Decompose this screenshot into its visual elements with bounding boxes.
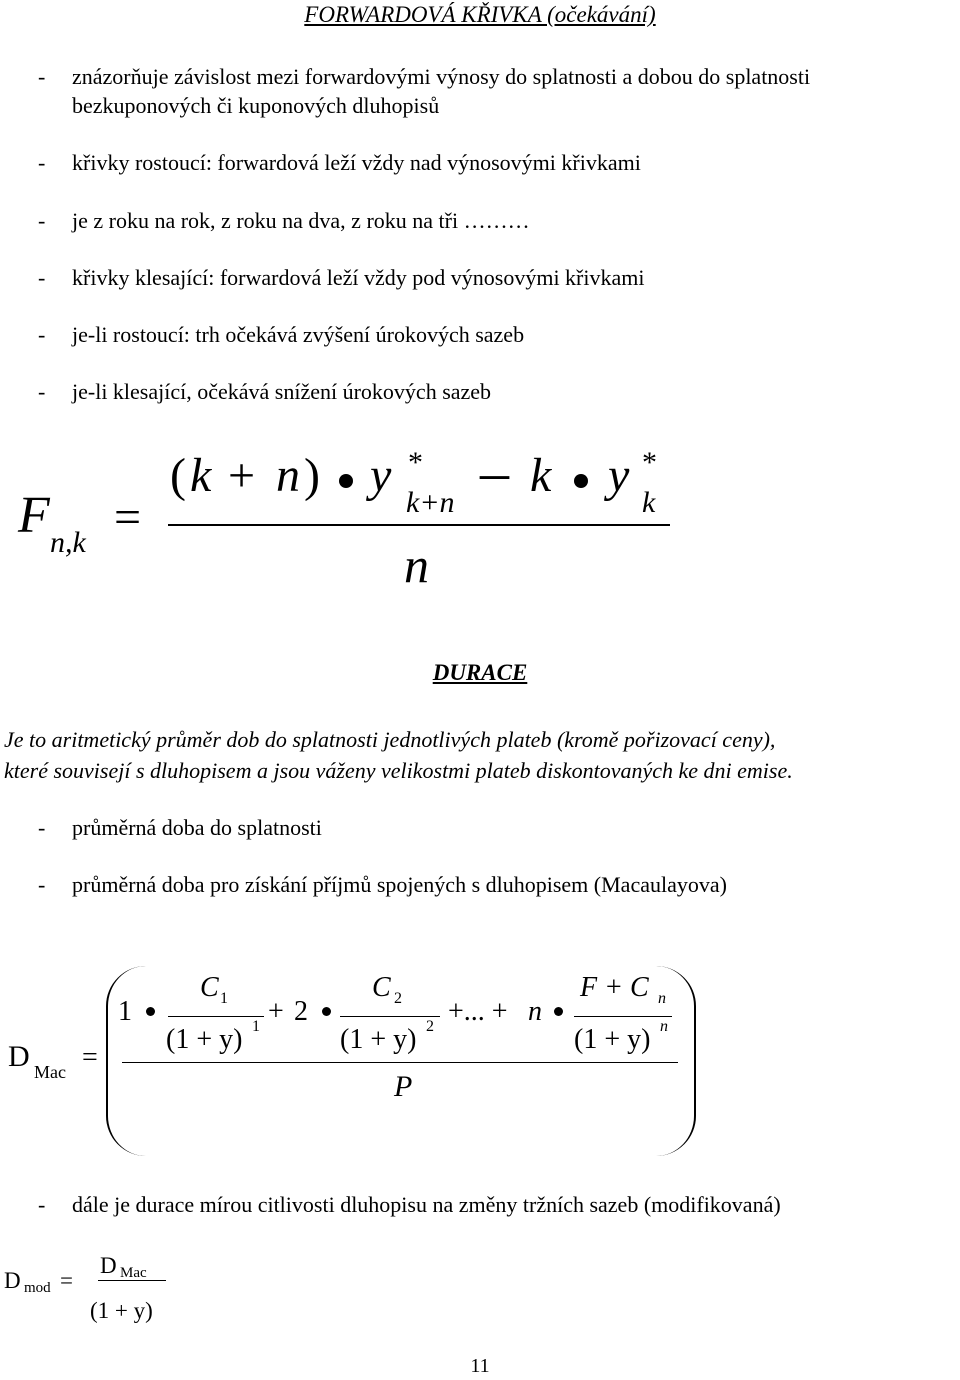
fraction-bar xyxy=(122,1062,678,1063)
mod-num: D xyxy=(100,1253,117,1278)
term1-bar xyxy=(168,1016,264,1017)
term1-num: C xyxy=(200,972,219,1003)
bullet-text: dále je durace mírou citlivosti dluhopisu na změny tržních sazeb (modifikovaná) xyxy=(72,1192,781,1217)
term2-num-sub: 2 xyxy=(394,990,402,1007)
formula-n: n xyxy=(276,449,300,502)
bullet-item xyxy=(38,322,524,348)
bullet-text-continuation: bezkuponových či kuponových dluhopisů xyxy=(72,93,440,118)
bullet-dash: - xyxy=(38,265,46,290)
bullet-text: průměrná doba pro získání příjmů spojených s dluhopisem (Macaulayova) xyxy=(72,872,727,897)
multiply-dot-icon xyxy=(146,1007,155,1016)
mod-num-sub: Mac xyxy=(120,1265,147,1281)
mac-D: D xyxy=(8,1040,30,1073)
term3-num: F + C xyxy=(580,972,649,1003)
formula-sub-nk: n,k xyxy=(50,526,86,559)
term1-den: (1 + y) xyxy=(166,1024,243,1055)
term3-den: (1 + y) xyxy=(574,1024,651,1055)
formula-y: y xyxy=(370,449,392,502)
plus-sign: + xyxy=(268,996,284,1027)
bullet-text: křivky klesající: forwardová leží vždy pod výnosovými křivkami xyxy=(72,265,645,290)
term2-den: (1 + y) xyxy=(340,1024,417,1055)
term1-coef: 1 xyxy=(118,996,132,1027)
bullet-dash: - xyxy=(38,64,46,89)
mod-D-sub: mod xyxy=(24,1280,51,1296)
mac-D-sub: Mac xyxy=(34,1062,66,1082)
term3-den-exp: n xyxy=(660,1018,668,1035)
bullet-dash: - xyxy=(38,872,46,897)
term3-bar xyxy=(574,1016,672,1017)
bullet-dash: - xyxy=(38,322,46,347)
term2-coef: 2 xyxy=(294,996,308,1027)
term1-den-exp: 1 xyxy=(252,1018,260,1035)
bullet-item xyxy=(38,208,530,234)
mod-equals: = xyxy=(60,1268,73,1293)
formula-equals: = xyxy=(114,491,142,544)
page-title: FORWARDOVÁ KŘIVKA (očekávání) xyxy=(304,2,656,27)
formula-sub-k: k xyxy=(642,486,656,519)
term1-num-sub: 1 xyxy=(220,990,228,1007)
bullet-dash: - xyxy=(38,815,46,840)
term2-den-exp: 2 xyxy=(426,1018,434,1035)
bullet-item xyxy=(38,379,491,405)
bullet-text: je-li rostoucí: trh očekává zvýšení úrokových sazeb xyxy=(72,322,525,347)
formula-star2: * xyxy=(642,446,657,479)
bullet-text: křivky rostoucí: forwardová leží vždy nad výnosovými křivkami xyxy=(72,150,641,175)
mod-den: (1 + y) xyxy=(90,1298,153,1323)
formula-F: F xyxy=(18,487,50,544)
section-heading: DURACE xyxy=(432,660,528,685)
fraction-bar xyxy=(168,524,670,526)
formula-k: k xyxy=(190,449,212,502)
bullet-dash: - xyxy=(38,208,46,233)
term3-coef: n xyxy=(528,996,542,1027)
formula-denominator: n xyxy=(404,537,429,593)
bullet-text: znázorňuje závislost mezi forwardovými výnosy do splatnosti a dobou do splatnosti xyxy=(72,64,811,89)
formula-k2: k xyxy=(530,449,552,502)
bullet-item xyxy=(38,265,644,291)
formula-open-paren: ( xyxy=(170,449,186,502)
bullet-dash: - xyxy=(38,150,46,175)
multiply-dot-icon xyxy=(554,1007,563,1016)
mac-denominator: P xyxy=(394,1070,413,1103)
ellipsis-plus: +... + xyxy=(448,996,508,1027)
formula-star: * xyxy=(408,446,423,479)
formula-minus: – xyxy=(480,439,509,504)
multiply-dot-icon xyxy=(339,474,353,488)
fraction-bar xyxy=(98,1280,166,1281)
formula-y2: y xyxy=(608,449,630,502)
bullet-item xyxy=(38,1192,781,1218)
term2-num: C xyxy=(372,972,391,1003)
paragraph-line: Je to aritmetický průměr dob do splatnosti jednotlivých plateb (kromě pořizovací ceny), xyxy=(4,727,776,752)
multiply-dot-icon xyxy=(322,1007,331,1016)
paragraph-line: které souvisejí s dluhopisem a jsou váženy velikostmi plateb diskontovaných ke dni emise. xyxy=(4,758,793,783)
formula-plus: + xyxy=(228,449,256,502)
multiply-dot-icon xyxy=(574,474,588,488)
bullet-item xyxy=(38,815,322,841)
term3-num-sub: n xyxy=(658,990,666,1007)
term2-bar xyxy=(340,1016,440,1017)
bullet-dash: - xyxy=(38,1192,46,1217)
formula-close-paren: ) xyxy=(304,449,320,502)
bullet-item xyxy=(38,872,727,898)
bullet-dash: - xyxy=(38,379,46,404)
left-big-paren xyxy=(106,966,148,1156)
mac-equals: = xyxy=(82,1042,98,1073)
bullet-text: je z roku na rok, z roku na dva, z roku na tři ……… xyxy=(72,208,530,233)
formula-sub-kn: k+n xyxy=(406,486,455,519)
page-number: 11 xyxy=(470,1355,490,1377)
bullet-text: je-li klesající, očekává snížení úrokových sazeb xyxy=(72,379,492,404)
mod-D: D xyxy=(4,1268,21,1293)
bullet-text: průměrná doba do splatnosti xyxy=(72,815,322,840)
bullet-item xyxy=(38,150,641,176)
bullet-item xyxy=(38,64,810,90)
